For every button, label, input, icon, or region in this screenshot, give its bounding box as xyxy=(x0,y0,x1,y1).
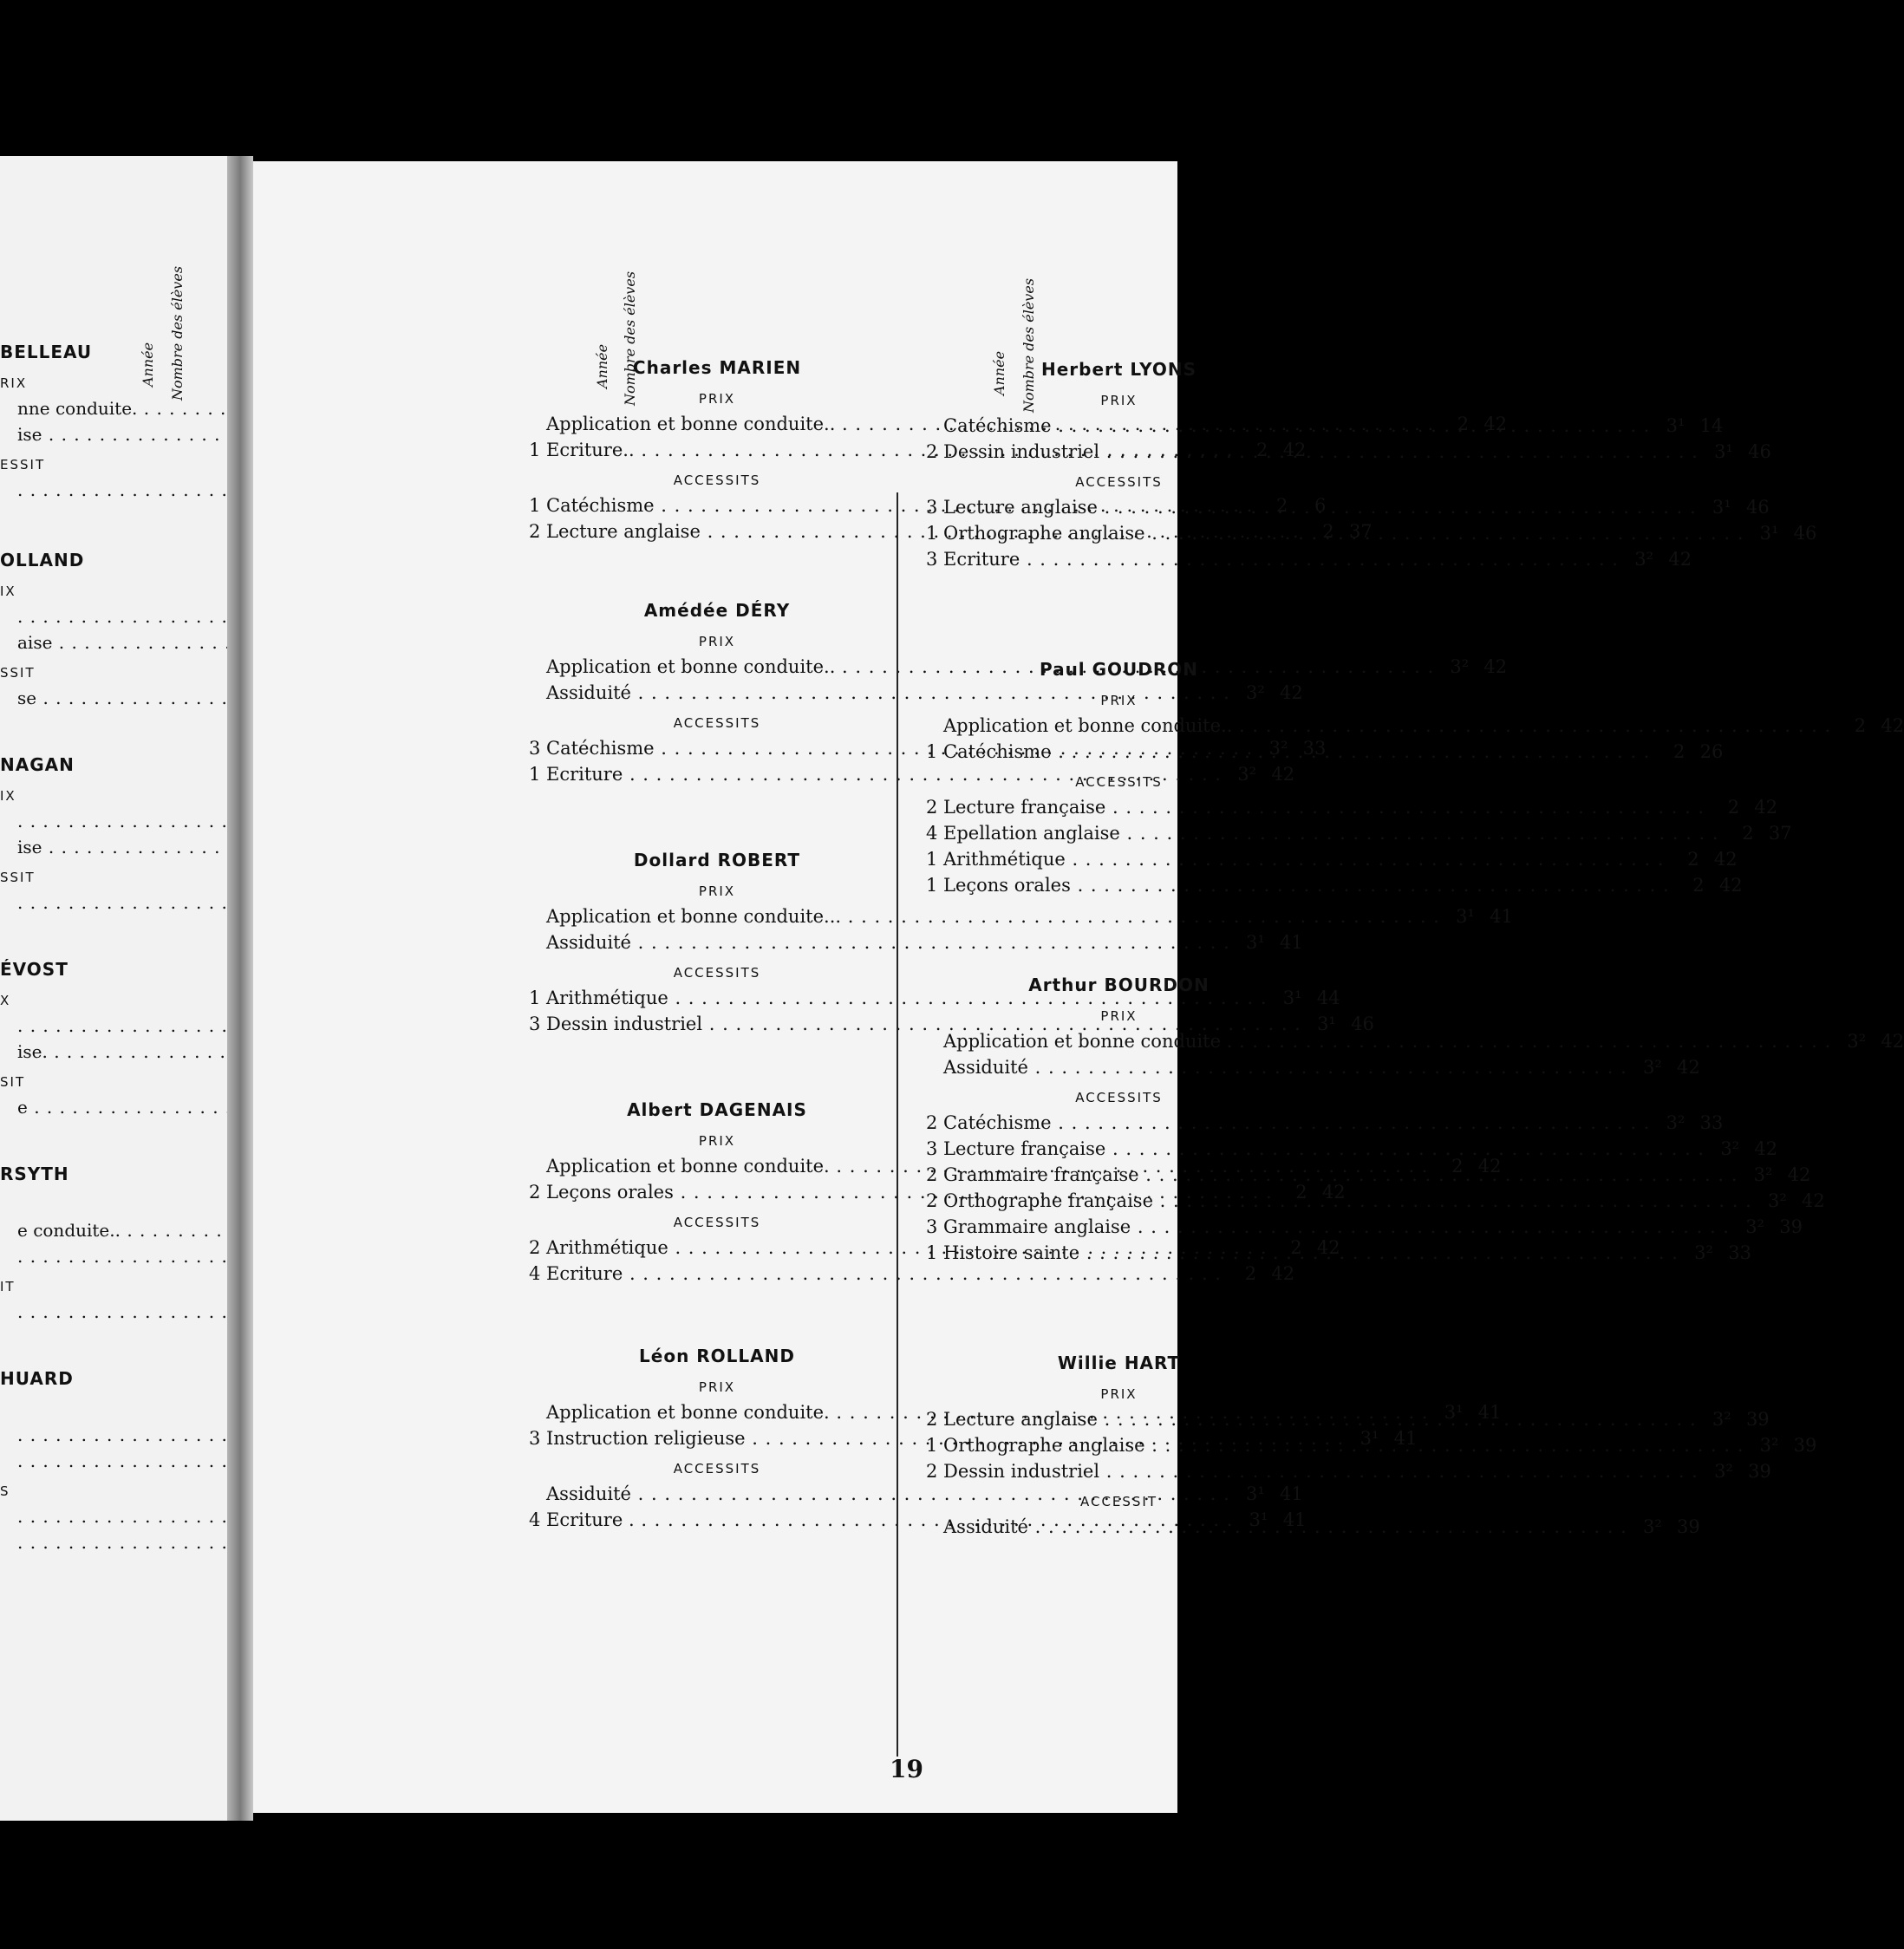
award-year: 3¹ xyxy=(1249,1509,1268,1530)
award-row xyxy=(926,1514,1700,1540)
award-count: 41 xyxy=(1280,932,1303,953)
prix-heading: PRIX xyxy=(698,1133,736,1149)
award-year: 3¹ xyxy=(1712,497,1731,518)
prix-heading: PRIX xyxy=(1100,1386,1138,1402)
accessit-heading: ACCESSIT xyxy=(1079,1494,1158,1509)
award-subject: Application et bonne conduite.. . . . xyxy=(943,713,1831,739)
page-number: 19 xyxy=(890,1755,923,1783)
award-rank: 2 xyxy=(529,1182,541,1203)
award-subject: Ecriture.. . . . xyxy=(546,437,1233,463)
prix-heading: PRIX xyxy=(1100,393,1138,408)
award-subject: Orthographe anglaise . . . xyxy=(943,1432,1744,1458)
award-year: 3² xyxy=(1712,1409,1731,1430)
award-count: 33 xyxy=(1302,738,1327,759)
award-year: 3¹ xyxy=(1246,1483,1265,1504)
prix-heading: IX xyxy=(0,788,16,804)
award-rank: 1 xyxy=(926,1242,938,1263)
award-row xyxy=(0,808,208,834)
award-row xyxy=(0,629,208,655)
award-count: 39 xyxy=(1745,1409,1770,1430)
award-rank: 1 xyxy=(529,764,541,785)
award-row xyxy=(926,1028,1904,1054)
column-header-nombre: Nombre des élèves xyxy=(169,265,186,401)
award-year: 3² xyxy=(1768,1190,1787,1211)
award-year: 2 xyxy=(1692,875,1705,896)
award-year: 3¹ xyxy=(1759,523,1779,544)
award-year: 2 xyxy=(1854,715,1867,736)
award-count: 46 xyxy=(1793,523,1817,544)
award-row xyxy=(0,834,208,860)
award-count: 42 xyxy=(1677,1057,1700,1078)
award-count: 39 xyxy=(1779,1216,1803,1237)
award-row xyxy=(0,685,208,711)
accessit-heading: ACCESSITS xyxy=(673,1215,761,1230)
prix-heading: RIX xyxy=(0,375,28,391)
award-count: 44 xyxy=(1316,988,1340,1008)
award-count: 42 xyxy=(1718,875,1743,896)
award-count: 42 xyxy=(1881,715,1904,736)
award-subject: Orthographe anglaise . . . xyxy=(943,520,1744,546)
right-header-nombre: Nombre des élèves xyxy=(1020,277,1037,413)
award-row xyxy=(926,794,1778,820)
award-rank: 1 xyxy=(926,849,938,870)
award-count: 42 xyxy=(1668,549,1692,570)
prix-heading xyxy=(0,1193,208,1217)
award-count: 46 xyxy=(1748,441,1771,462)
award-count: 42 xyxy=(1754,797,1778,818)
award-row xyxy=(529,903,1513,929)
award-count: 42 xyxy=(1282,440,1307,460)
award-rank: 3 xyxy=(529,1428,541,1449)
award-row xyxy=(0,1529,208,1555)
award-subject: Arithmétique . . . xyxy=(943,846,1665,872)
award-rank: 2 xyxy=(926,1190,938,1211)
award-subject: ise . . . xyxy=(17,421,349,447)
prix-heading: PRIX xyxy=(698,883,736,899)
award-rank: 3 xyxy=(926,1216,938,1237)
award-subject: se . . . xyxy=(17,685,342,711)
prix-heading: PRIX xyxy=(698,1379,736,1395)
student-name: RSYTH xyxy=(0,1164,69,1184)
award-row xyxy=(926,1188,1825,1214)
award-rank: 3 xyxy=(926,1138,938,1159)
award-subject: Epellation anglaise . . . xyxy=(943,820,1719,846)
award-count: 42 xyxy=(1477,1156,1502,1177)
book-gutter xyxy=(227,156,253,1821)
student-name: HUARD xyxy=(0,1368,74,1389)
left-page-fragment xyxy=(0,156,227,1821)
accessit-heading: ACCESSITS xyxy=(1075,474,1163,490)
award-subject: Histoire sainte . . . xyxy=(943,1240,1679,1266)
award-year: 2 xyxy=(1275,495,1288,516)
award-year: 3² xyxy=(1246,682,1265,703)
award-count: 42 xyxy=(1321,1182,1346,1203)
award-subject: Application et bonne conduite... . . . xyxy=(546,903,1440,929)
award-subject: Leçons orales . . . xyxy=(943,872,1670,898)
award-year: 2 xyxy=(1727,797,1740,818)
award-count: 42 xyxy=(1787,1164,1811,1185)
award-subject: Catéchisme . . . xyxy=(943,739,1650,765)
column-divider xyxy=(897,492,898,1757)
award-row xyxy=(529,985,1340,1011)
award-year: 3¹ xyxy=(1714,441,1733,462)
award-rank: 1 xyxy=(926,523,938,544)
award-subject: Leçons orales . . . xyxy=(546,1179,1273,1205)
award-rank: 2 xyxy=(926,441,938,462)
prix-heading: IX xyxy=(0,583,16,599)
award-count: 42 xyxy=(1802,1190,1825,1211)
award-subject: Assiduité . . . xyxy=(546,680,1230,706)
award-rank: 3 xyxy=(529,738,541,759)
award-count: 42 xyxy=(1483,656,1508,677)
award-subject: Catéchisme . . . xyxy=(546,735,1253,761)
award-row xyxy=(0,1217,208,1243)
award-year: 2 xyxy=(1742,823,1754,844)
student-name: Dollard ROBERT xyxy=(633,850,801,870)
award-row xyxy=(0,1094,208,1120)
award-year: 3¹ xyxy=(1246,932,1265,953)
award-count: 42 xyxy=(1280,682,1303,703)
award-row xyxy=(926,439,1771,465)
award-rank: 2 xyxy=(926,1461,938,1482)
award-subject: Dessin industriel . . . xyxy=(943,439,1699,465)
award-subject: Arithmétique . . . xyxy=(546,985,1268,1011)
award-subject: Application et bonne conduite.. . . . xyxy=(546,411,1434,437)
award-subject: Lecture anglaise . . . xyxy=(546,518,1300,544)
accessit-heading: SIT xyxy=(0,1074,26,1090)
student-name: ÉVOST xyxy=(0,959,68,980)
accessit-heading: S xyxy=(0,1483,10,1499)
accessit-heading: ACCESSITS xyxy=(673,715,761,731)
award-rank: 3 xyxy=(529,1014,541,1034)
student-name: OLLAND xyxy=(0,550,85,570)
award-count: 41 xyxy=(1490,906,1513,927)
award-row xyxy=(926,713,1904,739)
column-header-annee: Année xyxy=(140,342,156,387)
award-subject: Arithmétique . . . xyxy=(546,1235,1268,1261)
accessit-heading: ACCESSITS xyxy=(673,1461,761,1476)
award-subject: Ecriture . . . . xyxy=(546,1507,1233,1533)
award-subject: Assiduité . . . xyxy=(546,1481,1230,1507)
award-subject: Application et bonne conduite. . . . xyxy=(546,1399,1428,1425)
center-header-nombre: Nombre des élèves xyxy=(622,271,638,406)
award-rank: 2 xyxy=(926,1164,938,1185)
prix-heading: X xyxy=(0,993,11,1008)
accessit-heading: ACCESSITS xyxy=(673,473,761,488)
award-year: 3¹ xyxy=(1444,1402,1464,1423)
award-row xyxy=(926,1458,1771,1484)
award-subject: Instruction religieuse . . . xyxy=(546,1425,1344,1451)
award-rank: 3 xyxy=(926,497,938,518)
award-count: 41 xyxy=(1282,1509,1307,1530)
award-subject: Dessin industriel . . . xyxy=(546,1011,1301,1037)
right-page xyxy=(253,161,1904,1813)
award-year: 2 xyxy=(1322,521,1334,542)
award-year: 3² xyxy=(1694,1242,1713,1263)
award-count: 42 xyxy=(1271,1263,1295,1284)
award-year: 3² xyxy=(1643,1516,1662,1537)
award-count: 39 xyxy=(1677,1516,1700,1537)
student-name: Arthur BOURDON xyxy=(1028,974,1210,995)
award-subject: ise. . . . xyxy=(17,1039,354,1065)
award-subject: Assiduité . . . xyxy=(546,929,1230,955)
award-rank: 1 xyxy=(529,988,541,1008)
award-year: 3² xyxy=(1237,764,1257,785)
award-year: 3² xyxy=(1753,1164,1773,1185)
award-subject: ise . . . xyxy=(17,834,349,860)
student-name: BELLEAU xyxy=(0,342,93,362)
award-subject: Application et bonne conduite.. . . . xyxy=(546,654,1434,680)
student-name: Willie HART xyxy=(1057,1353,1181,1373)
award-subject: Lecture française . . . xyxy=(943,1136,1705,1162)
award-count: 41 xyxy=(1477,1402,1502,1423)
prix-heading: PRIX xyxy=(1100,1008,1138,1024)
accessit-heading: ACCESSITS xyxy=(1075,774,1163,790)
award-count: 39 xyxy=(1793,1435,1817,1456)
award-rank: 2 xyxy=(529,1237,541,1258)
student-name: Charles MARIEN xyxy=(632,357,802,378)
award-row xyxy=(926,1162,1811,1188)
award-subject: Orthographe française . . . xyxy=(943,1188,1752,1214)
award-year: 3¹ xyxy=(1317,1014,1336,1034)
student-block xyxy=(0,955,208,1120)
award-row xyxy=(529,929,1303,955)
accessit-heading: SSIT xyxy=(0,870,36,885)
prix-heading xyxy=(0,1398,208,1422)
award-count: 42 xyxy=(1713,849,1738,870)
award-subject: Assiduité . . . xyxy=(943,1514,1627,1540)
student-block xyxy=(0,546,208,711)
award-row xyxy=(926,1136,1778,1162)
accessit-heading: IT xyxy=(0,1279,16,1294)
award-rank: 3 xyxy=(926,549,938,570)
award-year: 3² xyxy=(1720,1138,1740,1159)
award-row xyxy=(0,421,208,447)
award-year: 2 xyxy=(1256,440,1268,460)
award-row xyxy=(926,1110,1724,1136)
award-year: 3² xyxy=(1268,738,1288,759)
award-subject: Application et bonne conduite. . . . xyxy=(546,1153,1428,1179)
award-count: 6 xyxy=(1314,495,1327,516)
award-year: 3² xyxy=(1643,1057,1662,1078)
award-row xyxy=(0,603,208,629)
award-rank: 1 xyxy=(926,1435,938,1456)
student-name: NAGAN xyxy=(0,754,75,775)
award-subject: Assiduité . . . xyxy=(943,1054,1627,1080)
award-year: 3¹ xyxy=(1282,988,1302,1008)
award-row xyxy=(0,1448,208,1474)
award-subject: Ecriture . . . xyxy=(546,1261,1222,1287)
award-row xyxy=(0,1013,208,1039)
award-count: 42 xyxy=(1483,414,1508,434)
award-rank: 1 xyxy=(529,440,541,460)
award-subject: Dessin industriel . . . xyxy=(943,1458,1699,1484)
award-rank: 4 xyxy=(529,1509,541,1530)
award-subject: Lecture anglaise . . . xyxy=(943,1406,1697,1432)
award-year: 3² xyxy=(1759,1435,1779,1456)
award-row xyxy=(0,1422,208,1448)
award-count: 42 xyxy=(1754,1138,1778,1159)
award-year: 3² xyxy=(1450,656,1470,677)
award-count: 41 xyxy=(1393,1428,1418,1449)
award-subject: e . . . xyxy=(17,1094,334,1120)
award-year: 2 xyxy=(1687,849,1699,870)
award-subject: Ecriture . . . xyxy=(943,546,1619,572)
award-subject: Lecture anglaise . . . xyxy=(943,494,1697,520)
award-row xyxy=(926,1054,1700,1080)
award-subject: Grammaire anglaise . . . xyxy=(943,1214,1730,1240)
award-year: 3¹ xyxy=(1360,1428,1379,1449)
award-count: 14 xyxy=(1699,415,1724,436)
award-row xyxy=(0,1299,208,1325)
student-block xyxy=(0,1365,208,1555)
accessit-heading: SSIT xyxy=(0,665,36,681)
right-header-annee: Année xyxy=(991,350,1007,395)
award-count: 37 xyxy=(1768,823,1792,844)
award-rank: 1 xyxy=(529,495,541,516)
award-row xyxy=(529,735,1327,761)
award-count: 26 xyxy=(1699,741,1724,762)
award-subject: Lecture française . . . xyxy=(943,794,1705,820)
award-rank: 2 xyxy=(926,1112,938,1133)
award-year: 3¹ xyxy=(1456,906,1475,927)
award-year: 3¹ xyxy=(1666,415,1686,436)
award-count: 39 xyxy=(1748,1461,1771,1482)
award-rank: 4 xyxy=(529,1263,541,1284)
award-row xyxy=(926,820,1792,846)
award-rank: 1 xyxy=(926,875,938,896)
award-row xyxy=(926,872,1743,898)
student-name: Albert DAGENAIS xyxy=(627,1099,807,1120)
award-count: 46 xyxy=(1745,497,1770,518)
award-year: 3² xyxy=(1666,1112,1686,1133)
award-count: 42 xyxy=(1271,764,1295,785)
award-row xyxy=(926,1214,1803,1240)
student-block xyxy=(0,751,208,916)
award-year: 3² xyxy=(1847,1031,1867,1052)
award-row xyxy=(0,1243,208,1269)
award-year: 3² xyxy=(1714,1461,1733,1482)
student-block xyxy=(0,1160,208,1325)
award-year: 2 xyxy=(1244,1263,1257,1284)
award-subject: e conduite.. . . . xyxy=(17,1217,427,1243)
accessit-heading: ESSIT xyxy=(0,457,46,473)
prix-heading: PRIX xyxy=(698,391,736,407)
award-rank: 1 xyxy=(926,741,938,762)
award-subject: aise . . . xyxy=(17,629,359,655)
award-year: 2 xyxy=(1451,1156,1464,1177)
award-row xyxy=(926,494,1770,520)
award-year: 3² xyxy=(1745,1216,1764,1237)
student-name: Amédée DÉRY xyxy=(643,600,791,621)
award-count: 37 xyxy=(1348,521,1373,542)
award-year: 2 xyxy=(1673,741,1686,762)
award-row xyxy=(926,546,1692,572)
award-count: 33 xyxy=(1699,1112,1724,1133)
award-row xyxy=(0,890,208,916)
award-year: 2 xyxy=(1457,414,1470,434)
accessit-heading: ACCESSITS xyxy=(1075,1090,1163,1105)
award-rank: 4 xyxy=(926,823,938,844)
award-rank: 2 xyxy=(926,797,938,818)
award-subject: Catéchisme . . . xyxy=(546,492,1253,518)
award-subject: Catéchisme . . . xyxy=(943,1110,1650,1136)
award-year: 3² xyxy=(1634,549,1654,570)
award-row xyxy=(0,477,208,503)
award-subject: Grammaire française . . . xyxy=(943,1162,1738,1188)
award-count: 42 xyxy=(1881,1031,1904,1052)
award-rank: 2 xyxy=(529,521,541,542)
award-count: 41 xyxy=(1280,1483,1303,1504)
prix-heading: PRIX xyxy=(1100,693,1138,708)
award-row xyxy=(529,1261,1295,1287)
award-year: 2 xyxy=(1290,1237,1302,1258)
student-name: Léon ROLLAND xyxy=(639,1346,795,1366)
prix-heading: PRIX xyxy=(698,634,736,649)
award-count: 42 xyxy=(1316,1237,1340,1258)
award-subject: Ecriture . . . xyxy=(546,761,1222,787)
award-subject: Catéchisme . . . xyxy=(943,413,1650,439)
accessit-heading: ACCESSITS xyxy=(673,965,761,981)
center-header-annee: Année xyxy=(594,343,610,388)
award-year: 2 xyxy=(1295,1182,1307,1203)
award-subject: Application et bonne conduite . . . . xyxy=(943,1028,1831,1054)
award-row xyxy=(926,846,1738,872)
award-rank: 2 xyxy=(926,1409,938,1430)
award-count: 33 xyxy=(1728,1242,1751,1263)
award-row xyxy=(0,1503,208,1529)
student-name: Herbert LYONS xyxy=(1041,359,1197,380)
student-name: Paul GOUDRON xyxy=(1039,659,1199,680)
award-row xyxy=(0,1039,208,1065)
award-subject: nne conduite. . . . xyxy=(17,395,444,421)
award-count: 46 xyxy=(1351,1014,1374,1034)
